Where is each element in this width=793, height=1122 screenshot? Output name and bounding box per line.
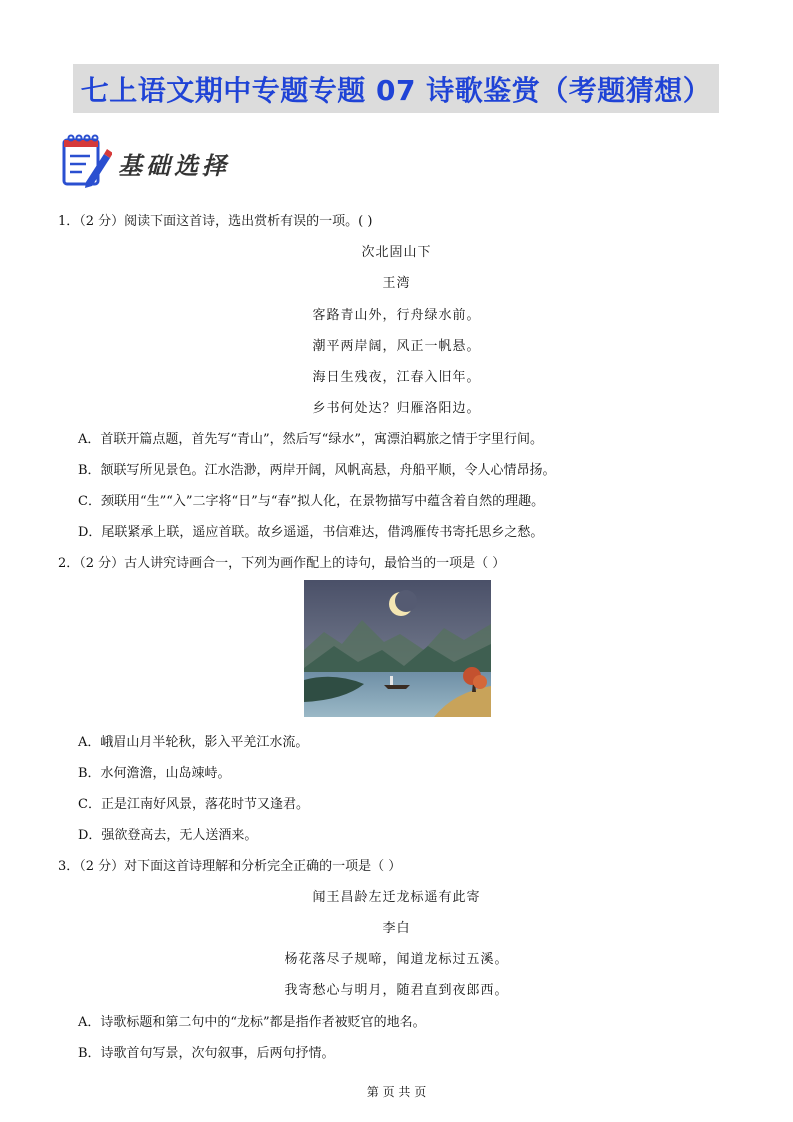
- poem-3-title: 闻王昌龄左迁龙标遥有此寄: [312, 890, 481, 905]
- title-band: [73, 64, 719, 113]
- section-label: 基础选择: [118, 151, 230, 180]
- page-footer: 第 页 共 页: [366, 1085, 427, 1099]
- question-3-option-b: B．诗歌首句写景，次句叙事，后两句抒情。: [78, 1046, 335, 1061]
- question-1-option-d: D．尾联紧承上联，遥应首联。故乡遥遥，书信难达，借鸿雁传书寄托思乡之愁。: [78, 525, 544, 540]
- moonlit-river-boat-painting: [304, 580, 491, 717]
- poem-1-line: 海日生残夜，江春入旧年。: [312, 370, 481, 385]
- question-1-option-a: A．首联开篇点题，首先写“青山”，然后写“绿水”，寓漂泊羁旅之情于字里行间。: [78, 432, 543, 447]
- question-1-option-c: C．颈联用“生”“入”二字将“日”与“春”拟人化，在景物描写中蕴含着自然的理趣。: [78, 494, 545, 509]
- page-title: 七上语文期中专题专题 07 诗歌鉴赏（考题猜想）: [80, 74, 712, 107]
- poem-1-title: 次北固山下: [361, 245, 432, 260]
- question-1-stem: 1．（2 分）阅读下面这首诗，选出赏析有误的一项。( ): [58, 214, 373, 229]
- question-2-option-a: A．峨眉山月半轮秋，影入平羌江水流。: [78, 735, 309, 750]
- question-2-stem: 2．（2 分）古人讲究诗画合一，下列为画作配上的诗句，最恰当的一项是（ ）: [58, 556, 506, 571]
- poem-1-line: 客路青山外，行舟绿水前。: [312, 308, 481, 323]
- question-3-stem: 3．（2 分）对下面这首诗理解和分析完全正确的一项是（ ）: [58, 859, 402, 874]
- poem-3-line: 杨花落尽子规啼，闻道龙标过五溪。: [284, 952, 509, 967]
- question-3-option-a: A．诗歌标题和第二句中的“龙标”都是指作者被贬官的地名。: [78, 1015, 426, 1030]
- question-1-option-b: B．颔联写所见景色。江水浩渺，两岸开阔，风帆高悬，舟船平顺，令人心情昂扬。: [78, 463, 556, 478]
- poem-1-author: 王湾: [382, 276, 411, 291]
- question-2-option-b: B．水何澹澹，山岛竦峙。: [78, 766, 231, 781]
- poem-3-author: 李白: [382, 921, 411, 936]
- question-2-option-d: D．强欲登高去，无人送酒来。: [78, 828, 258, 843]
- question-2-option-c: C．正是江南好风景，落花时节又逢君。: [78, 797, 309, 812]
- poem-1-line: 乡书何处达？归雁洛阳边。: [312, 401, 481, 416]
- notepad-pencil-icon: [60, 132, 112, 188]
- poem-3-line: 我寄愁心与明月，随君直到夜郎西。: [284, 983, 509, 998]
- poem-1-line: 潮平两岸阔，风正一帆悬。: [312, 339, 481, 354]
